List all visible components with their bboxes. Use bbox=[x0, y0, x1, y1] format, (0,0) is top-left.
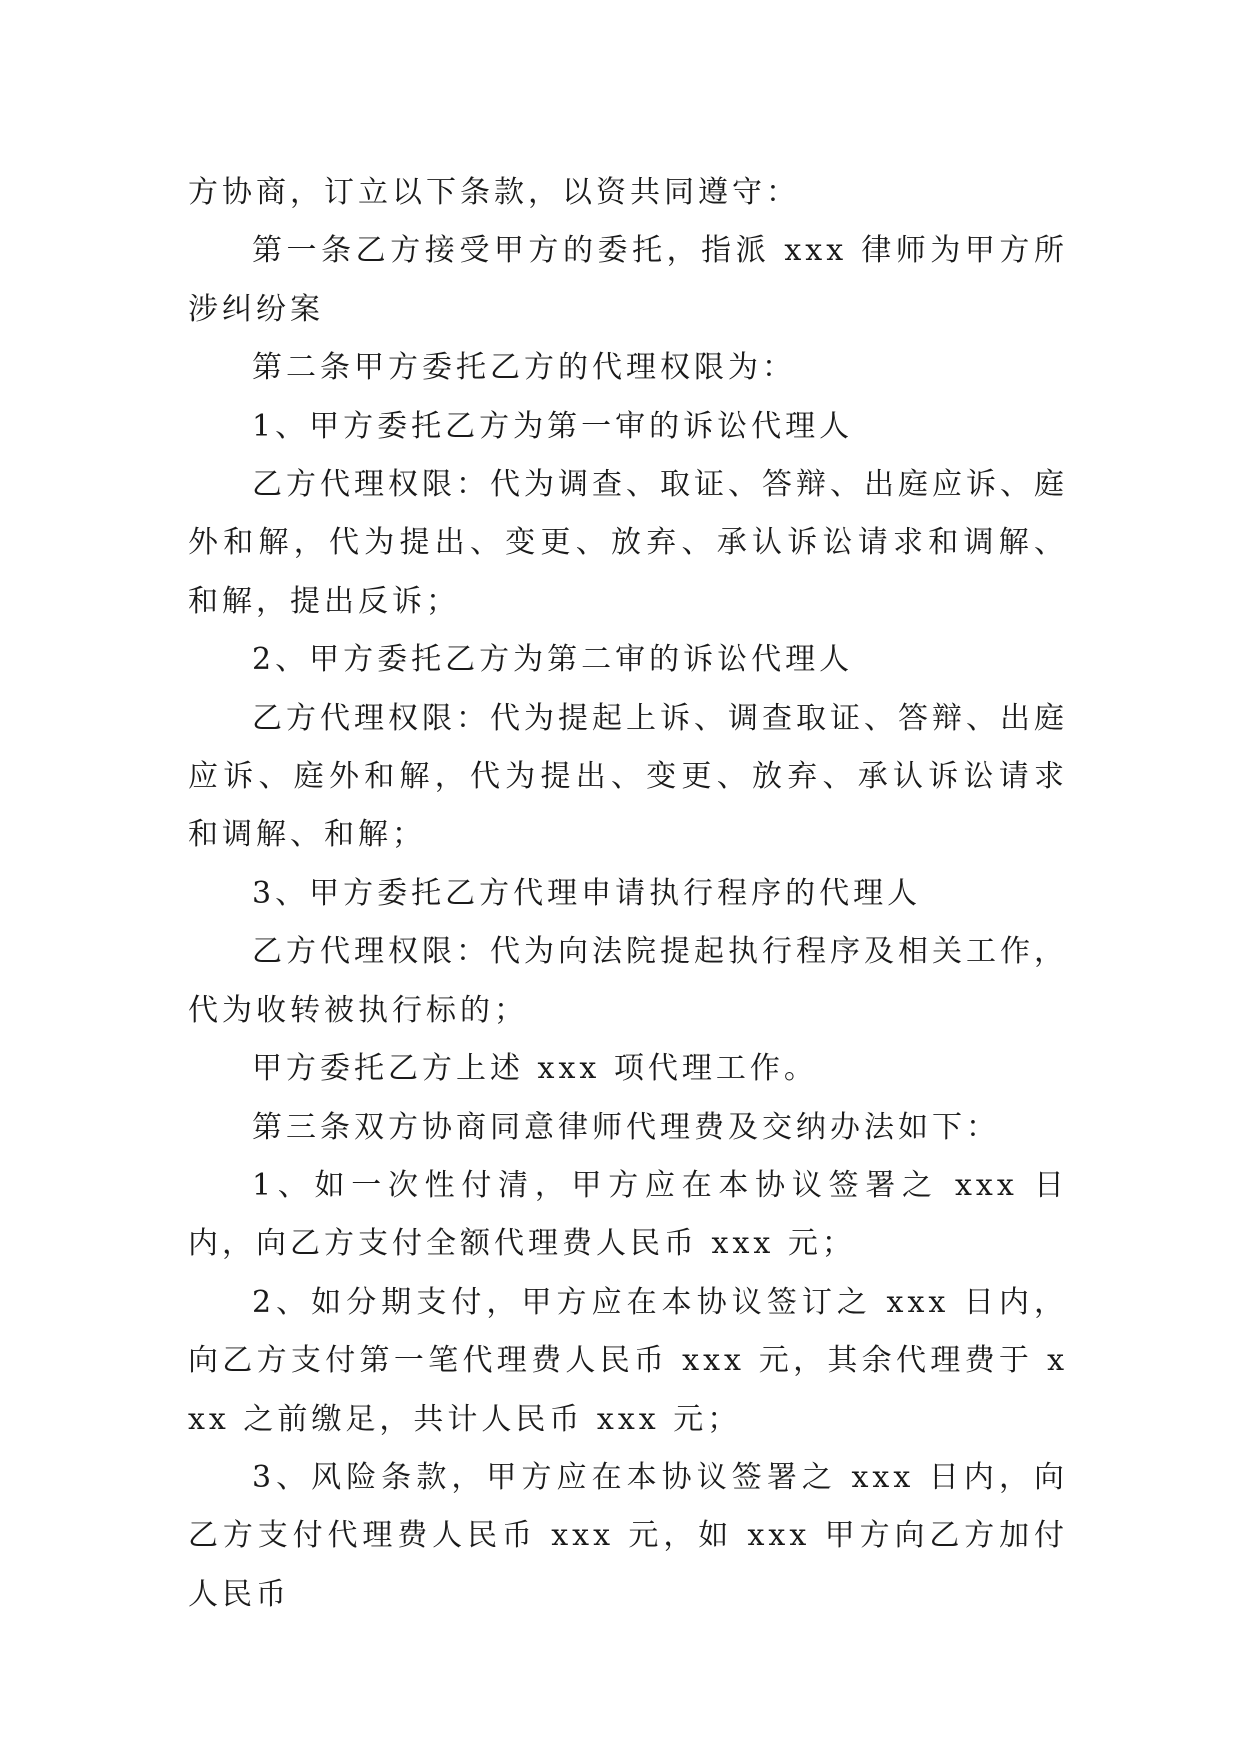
paragraph-6: 2、甲方委托乙方为第二审的诉讼代理人 bbox=[252, 642, 854, 678]
paragraph-1: 方协商，订立以下条款，以资共同遵守： bbox=[188, 175, 800, 210]
paragraph-9: 乙方代理权限：代为向法院提起执行程序及相关工作，代为收转被执行标的； bbox=[188, 934, 1068, 1028]
paragraph-11: 第三条双方协商同意律师代理费及交纳办法如下： bbox=[252, 1109, 1000, 1145]
paragraph-5: 乙方代理权限：代为调查、取证、答辩、出庭应诉、庭外和解，代为提出、变更、放弃、承认诉讼请求和调解、和解，提出反诉； bbox=[188, 467, 1068, 619]
paragraph-7: 乙方代理权限：代为提起上诉、调查取证、答辩、出庭应诉、庭外和解，代为提出、变更、放弃、承认诉讼请求和调解、和解； bbox=[188, 700, 1068, 853]
paragraph-12: 1、如一次性付清，甲方应在本协议签署之 xxx 日内，向乙方支付全额代理费人民币 xxx 元； bbox=[188, 1167, 1068, 1262]
paragraph-13: 2、如分期支付，甲方应在本协议签订之 xxx 日内，向乙方支付第一笔代理费人民币 xxx 元，其余代理费于 xxx 之前缴足，共计人民币 xxx 元； bbox=[188, 1284, 1068, 1437]
document-body bbox=[188, 164, 1068, 1624]
paragraph-14: 3、风险条款，甲方应在本协议签署之 xxx 日内，向乙方支付代理费人民币 xxx 元，如 xxx 甲方向乙方加付人民币 bbox=[188, 1459, 1068, 1612]
paragraph-10: 甲方委托乙方上述 xxx 项代理工作。 bbox=[252, 1051, 818, 1087]
paragraph-3: 第二条甲方委托乙方的代理权限为： bbox=[252, 350, 796, 386]
paragraph-4: 1、甲方委托乙方为第一审的诉讼代理人 bbox=[252, 408, 854, 444]
paragraph-8: 3、甲方委托乙方代理申请执行程序的代理人 bbox=[252, 875, 922, 911]
paragraph-2: 第一条乙方接受甲方的委托，指派 xxx 律师为甲方所涉纠纷案 bbox=[188, 233, 1068, 327]
